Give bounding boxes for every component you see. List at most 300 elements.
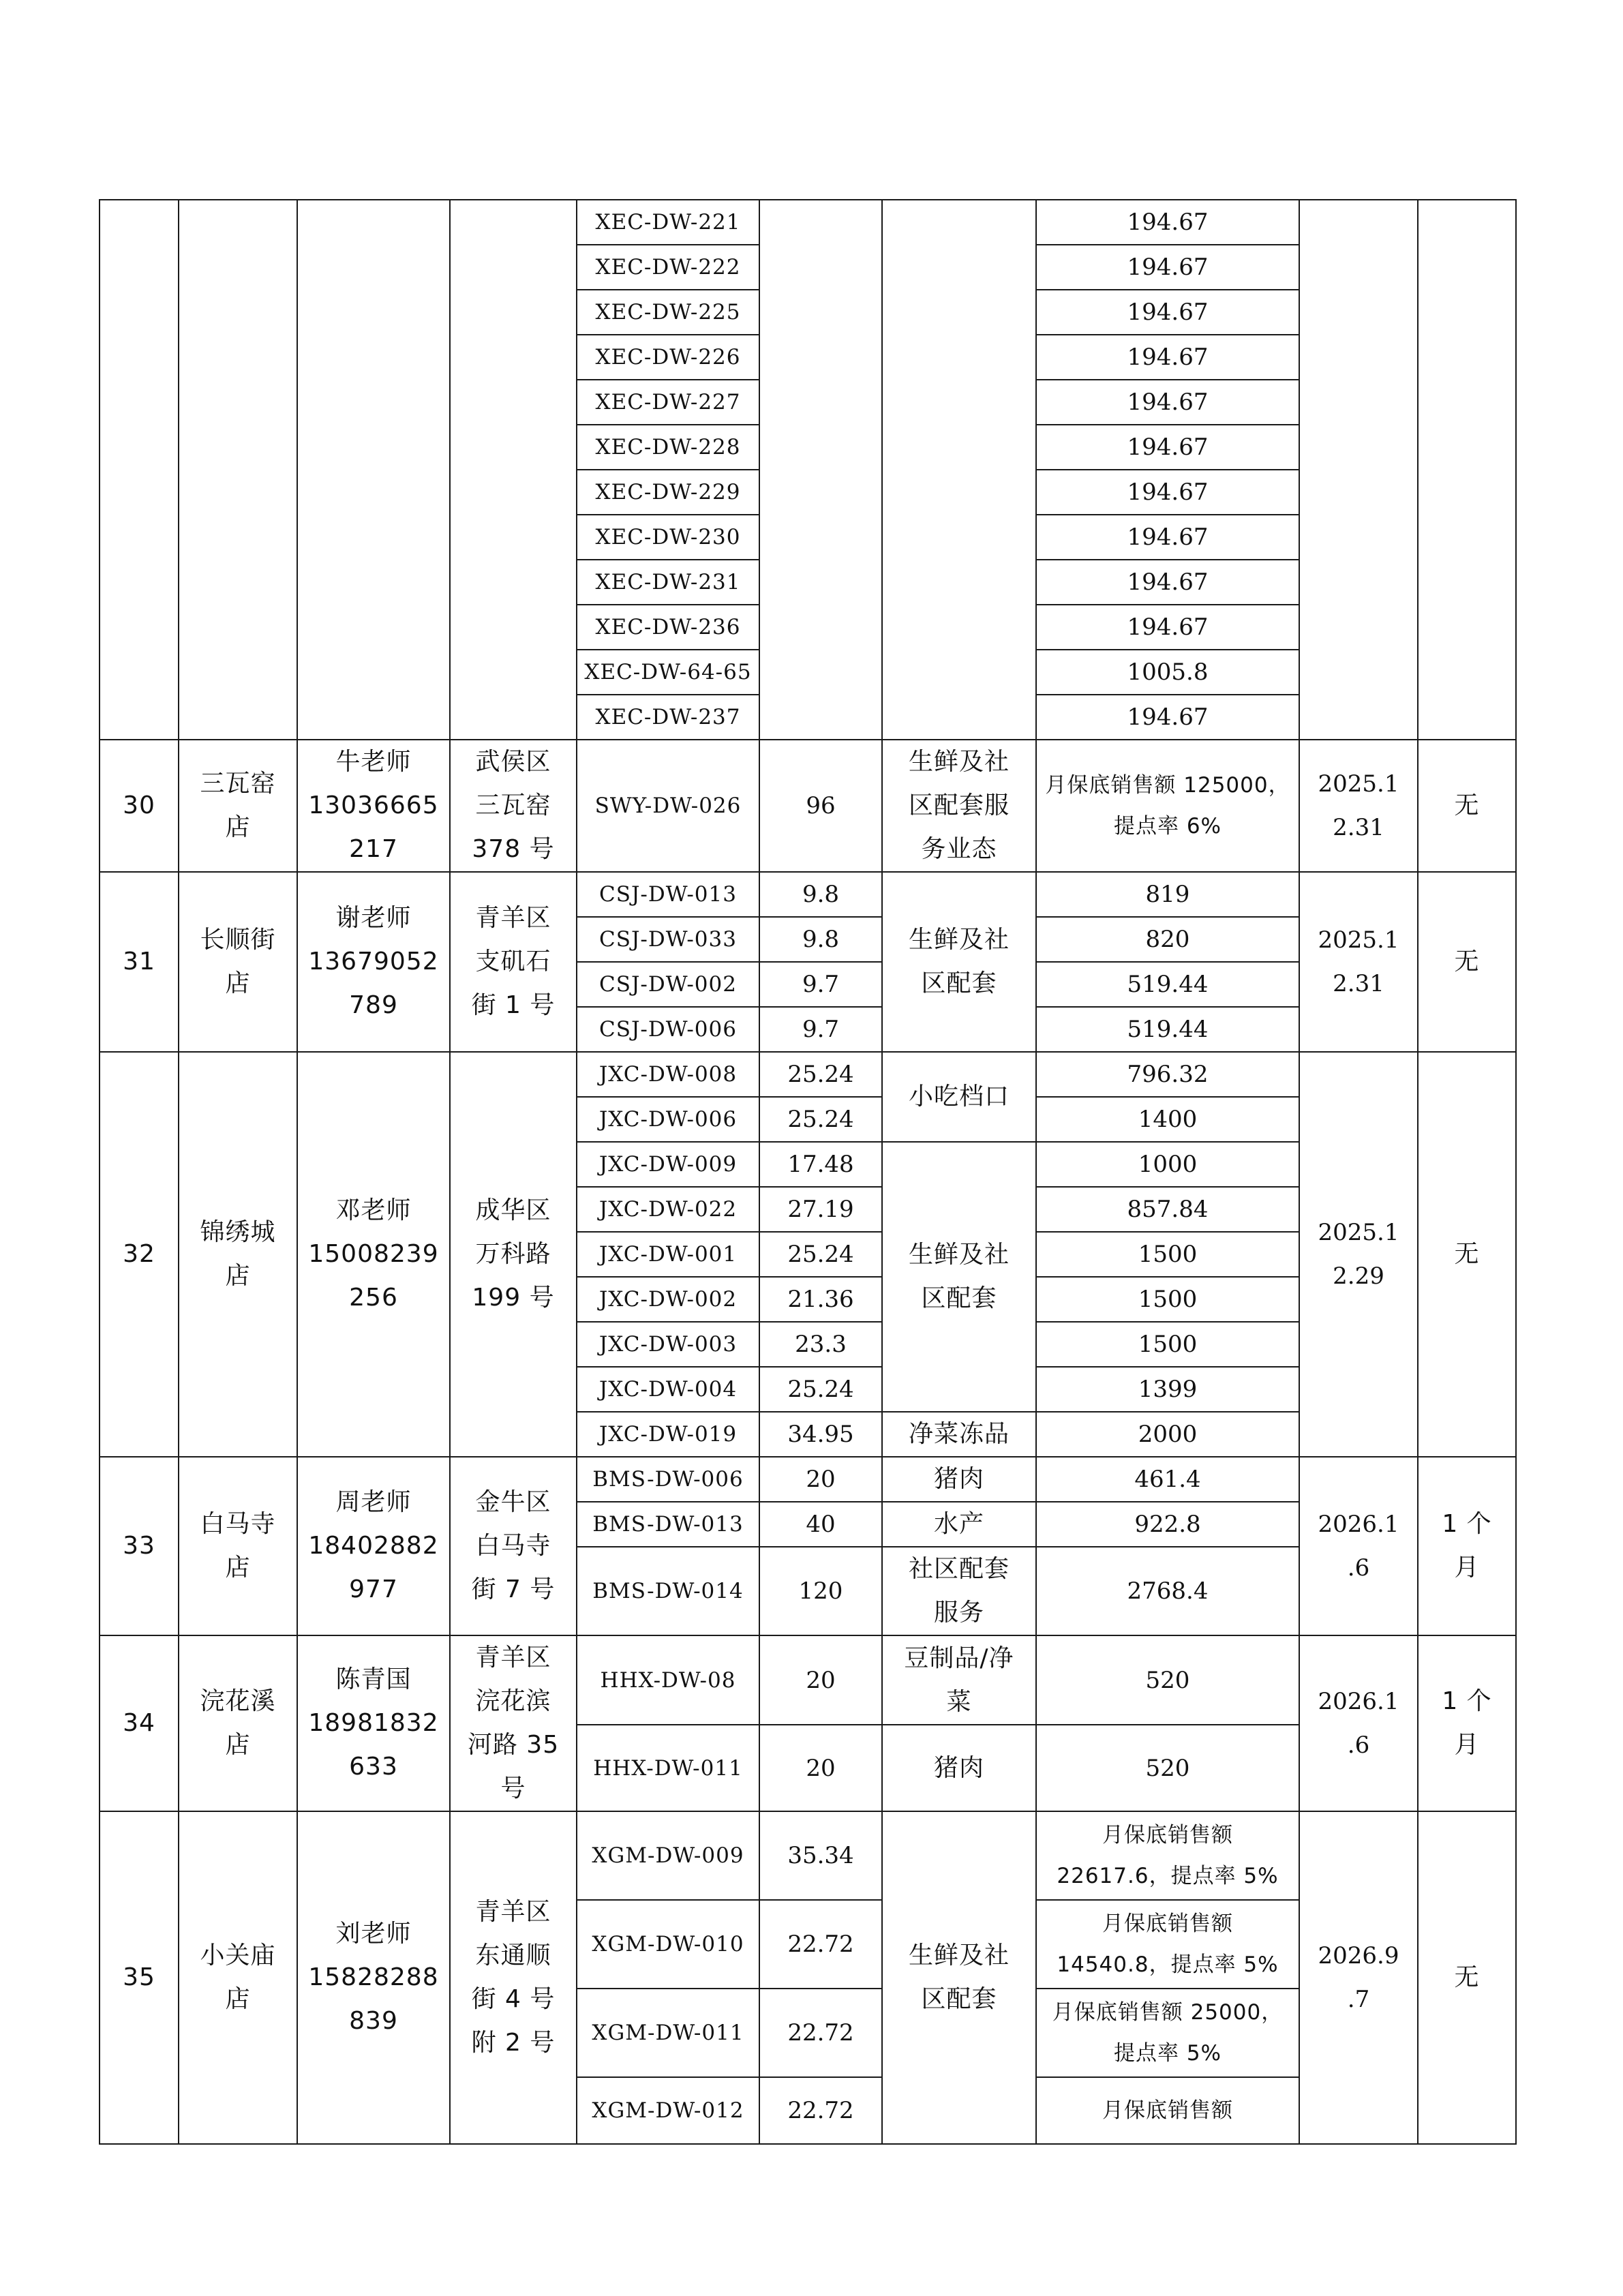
unit-code-cell-line: BMS-DW-014: [592, 1579, 744, 1603]
area-cell-line: 25.24: [787, 1376, 854, 1403]
unit-code-cell-line: JXC-DW-022: [598, 1197, 738, 1222]
area-cell-line: 35.34: [787, 1842, 854, 1869]
business-format-cell: [882, 1142, 1036, 1412]
lease-deadline-cell-line: 2025.1: [1318, 1219, 1399, 1246]
rent-cell-line: 月保底销售额: [1102, 2098, 1233, 2123]
rent-cell-line: 1500: [1138, 1241, 1198, 1268]
notes-cell: [1418, 1811, 1516, 2144]
address-cell: [450, 1635, 577, 1811]
rent-cell-line: 194.67: [1127, 524, 1209, 551]
contact-cell: [297, 1635, 450, 1811]
table-row: [100, 1457, 1516, 1502]
rent-cell: [1036, 917, 1299, 962]
area-cell-line: 20: [806, 1754, 836, 1782]
rent-cell: [1036, 1277, 1299, 1322]
lease-deadline-cell-line: 2026.1: [1318, 1511, 1399, 1538]
rent-cell: [1036, 470, 1299, 515]
address-cell-line: 378 号: [472, 835, 555, 863]
rent-cell: [1036, 1412, 1299, 1457]
rent-cell-line: 194.67: [1127, 389, 1209, 416]
rent-cell-line: 520: [1145, 1666, 1190, 1694]
rent-cell-line: 1500: [1138, 1331, 1198, 1358]
unit-code-cell-line: JXC-DW-006: [598, 1107, 738, 1132]
store-name-cell-line: 白马寺: [200, 1510, 276, 1538]
business-format-cell-line: 菜: [946, 1687, 972, 1716]
rent-cell-line: 194.67: [1127, 614, 1209, 641]
contact-cell: [297, 872, 450, 1052]
table-row: [100, 1811, 1516, 1900]
area-cell: [759, 872, 882, 917]
lease-deadline-cell-line: 2026.1: [1318, 1688, 1399, 1715]
rent-cell: [1036, 962, 1299, 1007]
area-cell: [759, 740, 882, 872]
address-cell-line: 199 号: [472, 1284, 555, 1312]
unit-code-cell-line: HHX-DW-08: [600, 1667, 736, 1693]
area-cell: [759, 1412, 882, 1457]
rent-cell: [1036, 290, 1299, 335]
rent-cell: [1036, 1322, 1299, 1367]
area-cell-line: 9.7: [802, 971, 840, 998]
row-number-cell-line: 31: [123, 948, 155, 976]
unit-code-cell: [577, 335, 759, 380]
address-cell-line: 三瓦窑: [475, 791, 551, 819]
area-cell-line: 22.72: [787, 2097, 854, 2124]
unit-code-cell-line: XEC-DW-230: [595, 525, 741, 549]
rent-cell-line: 1005.8: [1127, 659, 1209, 686]
contact-cell-line: 789: [349, 991, 398, 1019]
rent-cell-line: 857.84: [1127, 1196, 1209, 1223]
lease-deadline-cell: [1299, 740, 1418, 872]
lease-deadline-cell: [1299, 872, 1418, 1052]
business-format-cell: [882, 1052, 1036, 1142]
store-name-cell-line: 店: [225, 1262, 251, 1290]
contact-cell-line: 邓老师: [335, 1196, 412, 1224]
contact-cell: [297, 1811, 450, 2144]
unit-code-cell-line: XEC-DW-229: [595, 480, 741, 504]
contact-cell-line: 18981832: [308, 1709, 439, 1737]
notes-cell: [1418, 200, 1516, 740]
rent-cell: [1036, 695, 1299, 740]
unit-code-cell: [577, 605, 759, 650]
unit-code-cell: [577, 200, 759, 245]
table-row: [100, 740, 1516, 872]
area-cell-line: 27.19: [787, 1196, 854, 1223]
unit-code-cell: [577, 290, 759, 335]
unit-code-cell: [577, 1635, 759, 1725]
lease-deadline-cell: [1299, 1457, 1418, 1635]
rent-cell-line: 520: [1145, 1754, 1190, 1782]
area-cell-line: 22.72: [787, 1931, 854, 1958]
area-cell-line: 25.24: [787, 1241, 854, 1268]
business-format-cell-line: 务业态: [921, 835, 997, 863]
unit-code-cell-line: CSJ-DW-002: [599, 972, 737, 997]
lease-deadline-cell: [1299, 1635, 1418, 1811]
contact-cell-line: 13679052: [308, 948, 439, 976]
business-format-cell-line: 社区配套: [908, 1555, 1010, 1583]
unit-code-cell: [577, 1232, 759, 1277]
rent-cell: [1036, 1142, 1299, 1187]
area-cell-line: 120: [798, 1577, 843, 1605]
business-format-cell-line: 生鲜及社: [908, 748, 1010, 776]
address-cell: [450, 200, 577, 740]
area-cell: [759, 1635, 882, 1725]
rent-cell: [1036, 1052, 1299, 1097]
area-cell-line: 96: [806, 792, 836, 819]
address-cell-line: 成华区: [475, 1196, 551, 1224]
row-number-cell: [100, 872, 179, 1052]
business-format-cell: [882, 1502, 1036, 1547]
store-name-cell-line: 三瓦窑: [200, 770, 276, 798]
address-cell-line: 武侯区: [475, 748, 551, 776]
store-name-cell: [179, 872, 297, 1052]
rent-cell: [1036, 1635, 1299, 1725]
unit-code-cell-line: XGM-DW-012: [592, 2098, 744, 2123]
rent-cell: [1036, 740, 1299, 872]
notes-cell: [1418, 1457, 1516, 1635]
address-cell-line: 东通顺: [475, 1942, 551, 1969]
business-format-cell-line: 豆制品/净: [904, 1644, 1014, 1672]
row-number-cell: [100, 1457, 179, 1635]
lease-deadline-cell-line: 2026.9: [1318, 1942, 1399, 1969]
area-cell: [759, 1367, 882, 1412]
rent-cell-line: 22617.6，提点率 5%: [1057, 1864, 1279, 1888]
notes-cell-line: 无: [1454, 1240, 1480, 1268]
address-cell-line: 支矶石: [475, 948, 551, 976]
lease-deadline-cell: [1299, 200, 1418, 740]
unit-code-cell-line: XEC-DW-226: [595, 345, 741, 369]
rent-cell: [1036, 1232, 1299, 1277]
unit-code-cell: [577, 1900, 759, 1989]
unit-code-cell: [577, 1007, 759, 1052]
store-name-cell: [179, 1635, 297, 1811]
area-cell: [759, 1457, 882, 1502]
store-name-cell: [179, 1052, 297, 1457]
rent-cell-line: 194.67: [1127, 434, 1209, 461]
address-cell-line: 附 2 号: [471, 2029, 556, 2057]
notes-cell: [1418, 740, 1516, 872]
address-cell-line: 街 4 号: [471, 1985, 556, 2013]
rent-cell: [1036, 1367, 1299, 1412]
rent-cell-line: 461.4: [1134, 1466, 1201, 1493]
store-name-cell-line: 店: [225, 969, 251, 997]
business-format-cell: [882, 1635, 1036, 1725]
unit-code-cell: [577, 1989, 759, 2077]
business-format-cell-line: 区配套: [921, 1284, 997, 1312]
area-cell-line: 25.24: [787, 1106, 854, 1133]
unit-code-cell-line: HHX-DW-011: [593, 1755, 743, 1781]
rent-cell: [1036, 1725, 1299, 1811]
lease-deadline-cell: [1299, 1052, 1418, 1457]
rent-cell-line: 194.67: [1127, 479, 1209, 506]
notes-cell-line: 无: [1454, 1963, 1480, 1991]
business-format-cell: [882, 1457, 1036, 1502]
address-cell: [450, 740, 577, 872]
rent-cell: [1036, 1007, 1299, 1052]
unit-code-cell-line: XEC-DW-228: [595, 435, 741, 459]
business-format-cell-line: 生鲜及社: [908, 1942, 1010, 1969]
row-number-cell-line: 30: [123, 791, 155, 819]
unit-code-cell: [577, 2077, 759, 2144]
contact-cell: [297, 1052, 450, 1457]
notes-cell-line: 月: [1454, 1731, 1480, 1759]
area-cell-line: 20: [806, 1666, 836, 1694]
lease-deadline-cell-line: .6: [1347, 1732, 1370, 1759]
rent-cell-line: 2768.4: [1127, 1577, 1209, 1605]
address-cell-line: 白马寺: [475, 1532, 551, 1560]
store-name-cell-line: 店: [225, 813, 251, 841]
area-cell: [759, 200, 882, 740]
store-lease-table: [99, 199, 1517, 2145]
notes-cell-line: 1 个: [1442, 1510, 1492, 1538]
rent-cell: [1036, 1187, 1299, 1232]
area-cell-line: 22.72: [787, 2019, 854, 2046]
contact-cell-line: 周老师: [335, 1488, 412, 1516]
unit-code-cell-line: XEC-DW-237: [595, 705, 741, 729]
area-cell: [759, 1097, 882, 1142]
row-number-cell: [100, 1052, 179, 1457]
unit-code-cell: [577, 740, 759, 872]
business-format-cell-line: 区配套: [921, 1985, 997, 2013]
contact-cell-line: 15008239: [308, 1240, 439, 1268]
store-name-cell-line: 小关庙: [200, 1942, 276, 1969]
unit-code-cell-line: XEC-DW-225: [595, 300, 741, 324]
business-format-cell-line: 生鲜及社: [908, 1241, 1010, 1269]
area-cell: [759, 1900, 882, 1989]
rent-cell-line: 194.67: [1127, 344, 1209, 371]
contact-cell-line: 839: [349, 2007, 398, 2035]
unit-code-cell: [577, 1725, 759, 1811]
business-format-cell: [882, 872, 1036, 1052]
address-cell-line: 浣花滨: [475, 1687, 551, 1715]
unit-code-cell-line: XEC-DW-231: [595, 570, 741, 594]
address-cell-line: 万科路: [475, 1240, 551, 1268]
rent-cell: [1036, 245, 1299, 290]
rent-cell: [1036, 1811, 1299, 1900]
unit-code-cell-line: JXC-DW-003: [598, 1332, 738, 1357]
unit-code-cell: [577, 1811, 759, 1900]
contact-cell-line: 217: [349, 835, 398, 863]
unit-code-cell-line: JXC-DW-001: [598, 1242, 738, 1267]
business-format-cell-line: 服务: [933, 1599, 984, 1627]
table-row: [100, 200, 1516, 245]
store-name-cell-line: 店: [225, 1985, 251, 2013]
rent-cell-line: 922.8: [1134, 1511, 1201, 1538]
contact-cell-line: 陈青国: [335, 1665, 412, 1693]
unit-code-cell: [577, 1142, 759, 1187]
unit-code-cell-line: XEC-DW-236: [595, 615, 741, 639]
rent-cell: [1036, 1457, 1299, 1502]
area-cell: [759, 1277, 882, 1322]
table-row: [100, 1635, 1516, 1725]
business-format-cell: [882, 200, 1036, 740]
unit-code-cell: [577, 917, 759, 962]
rent-cell-line: 1400: [1138, 1106, 1198, 1133]
store-name-cell-line: 浣花溪: [200, 1687, 276, 1715]
unit-code-cell: [577, 650, 759, 695]
contact-cell-line: 谢老师: [335, 904, 412, 932]
rent-cell-line: 14540.8，提点率 5%: [1057, 1952, 1279, 1977]
unit-code-cell: [577, 1502, 759, 1547]
row-number-cell-line: 34: [123, 1709, 155, 1737]
rent-cell-line: 1500: [1138, 1286, 1198, 1313]
rent-cell-line: 819: [1145, 881, 1190, 908]
table-row: [100, 1052, 1516, 1097]
lease-deadline-cell-line: 2.31: [1333, 814, 1384, 841]
business-format-cell: [882, 1725, 1036, 1811]
unit-code-cell: [577, 515, 759, 560]
business-format-cell: [882, 740, 1036, 872]
address-cell-line: 街 7 号: [471, 1575, 556, 1603]
lease-deadline-cell-line: 2025.1: [1318, 770, 1399, 798]
area-cell: [759, 1007, 882, 1052]
address-cell: [450, 872, 577, 1052]
unit-code-cell: [577, 1322, 759, 1367]
business-format-cell-line: 小吃档口: [908, 1083, 1010, 1111]
area-cell-line: 23.3: [795, 1331, 847, 1358]
row-number-cell: [100, 1635, 179, 1811]
business-format-cell-line: 生鲜及社: [908, 926, 1010, 954]
lease-deadline-cell-line: 2.31: [1333, 970, 1384, 997]
lease-deadline-cell-line: .7: [1347, 1986, 1370, 2013]
rent-cell-line: 月保底销售额: [1102, 1912, 1233, 1936]
area-cell: [759, 1322, 882, 1367]
lease-deadline-cell-line: .6: [1347, 1554, 1370, 1582]
rent-cell-line: 提点率 6%: [1113, 814, 1222, 839]
row-number-cell-line: 35: [123, 1963, 155, 1991]
area-cell-line: 21.36: [787, 1286, 854, 1313]
store-name-cell: [179, 1457, 297, 1635]
area-cell-line: 40: [806, 1511, 836, 1538]
unit-code-cell: [577, 425, 759, 470]
business-format-cell-line: 区配套服: [908, 791, 1010, 819]
area-cell: [759, 1502, 882, 1547]
rent-cell-line: 月保底销售额 125000，: [1045, 773, 1290, 798]
rent-cell-line: 519.44: [1127, 1016, 1209, 1043]
unit-code-cell: [577, 470, 759, 515]
rent-cell: [1036, 1989, 1299, 2077]
rent-cell: [1036, 335, 1299, 380]
notes-cell-line: 1 个: [1442, 1687, 1492, 1715]
address-cell-line: 青羊区: [475, 1644, 551, 1672]
unit-code-cell: [577, 560, 759, 605]
area-cell-line: 17.48: [787, 1151, 854, 1178]
unit-code-cell-line: BMS-DW-013: [592, 1512, 744, 1537]
unit-code-cell-line: BMS-DW-006: [592, 1467, 744, 1492]
rent-cell-line: 月保底销售额 25000，: [1052, 2000, 1284, 2025]
area-cell: [759, 1725, 882, 1811]
contact-cell-line: 刘老师: [335, 1920, 412, 1948]
unit-code-cell-line: XEC-DW-221: [595, 210, 741, 235]
unit-code-cell-line: CSJ-DW-033: [599, 927, 737, 952]
area-cell-line: 9.8: [802, 926, 840, 953]
unit-code-cell: [577, 1277, 759, 1322]
unit-code-cell-line: SWY-DW-026: [594, 794, 742, 818]
rent-cell: [1036, 1097, 1299, 1142]
unit-code-cell-line: XGM-DW-010: [592, 1932, 744, 1957]
unit-code-cell-line: CSJ-DW-013: [599, 882, 737, 907]
unit-code-cell: [577, 1187, 759, 1232]
unit-code-cell: [577, 695, 759, 740]
area-cell-line: 9.8: [802, 881, 840, 908]
address-cell: [450, 1457, 577, 1635]
row-number-cell-line: 33: [123, 1532, 155, 1560]
rent-cell-line: 820: [1145, 926, 1190, 953]
rent-cell-line: 月保底销售额: [1102, 1823, 1233, 1847]
area-cell: [759, 1547, 882, 1635]
notes-cell: [1418, 872, 1516, 1052]
rent-cell: [1036, 560, 1299, 605]
contact-cell: [297, 200, 450, 740]
unit-code-cell-line: XEC-DW-222: [595, 255, 741, 280]
business-format-cell-line: 区配套: [921, 969, 997, 997]
unit-code-cell: [577, 1412, 759, 1457]
unit-code-cell-line: JXC-DW-004: [598, 1377, 738, 1402]
rent-cell: [1036, 1900, 1299, 1989]
notes-cell-line: 无: [1454, 791, 1480, 819]
lease-deadline-cell: [1299, 1811, 1418, 2144]
contact-cell-line: 256: [349, 1284, 398, 1312]
notes-cell-line: 无: [1454, 948, 1480, 976]
unit-code-cell: [577, 872, 759, 917]
business-format-cell-line: 猪肉: [933, 1753, 984, 1782]
rent-cell: [1036, 515, 1299, 560]
rent-cell: [1036, 872, 1299, 917]
unit-code-cell-line: XGM-DW-011: [592, 2021, 744, 2045]
rent-cell-line: 提点率 5%: [1113, 2041, 1222, 2066]
unit-code-cell-line: XGM-DW-009: [592, 1843, 744, 1868]
unit-code-cell-line: XEC-DW-64-65: [584, 660, 752, 684]
rent-cell-line: 1000: [1138, 1151, 1198, 1178]
rent-cell-line: 2000: [1138, 1421, 1198, 1448]
address-cell-line: 河路 35: [467, 1731, 560, 1759]
store-name-cell: [179, 200, 297, 740]
business-format-cell-line: 水产: [933, 1510, 984, 1538]
rent-cell: [1036, 605, 1299, 650]
area-cell: [759, 1052, 882, 1097]
address-cell-line: 青羊区: [475, 1898, 551, 1926]
area-cell-line: 34.95: [787, 1421, 854, 1448]
area-cell: [759, 1142, 882, 1187]
business-format-cell: [882, 1412, 1036, 1457]
unit-code-cell: [577, 1097, 759, 1142]
rent-cell: [1036, 200, 1299, 245]
area-cell: [759, 1187, 882, 1232]
business-format-cell-line: 猪肉: [933, 1465, 984, 1493]
address-cell-line: 青羊区: [475, 904, 551, 932]
business-format-cell-line: 净菜冻品: [908, 1420, 1010, 1448]
contact-cell-line: 633: [349, 1753, 398, 1781]
rent-cell-line: 1399: [1138, 1376, 1198, 1403]
unit-code-cell: [577, 380, 759, 425]
contact-cell-line: 牛老师: [335, 748, 412, 776]
unit-code-cell-line: CSJ-DW-006: [599, 1017, 737, 1042]
rent-cell: [1036, 1547, 1299, 1635]
address-cell: [450, 1811, 577, 2144]
address-cell-line: 金牛区: [475, 1488, 551, 1516]
unit-code-cell: [577, 1052, 759, 1097]
row-number-cell: [100, 740, 179, 872]
unit-code-cell-line: JXC-DW-008: [598, 1062, 738, 1087]
unit-code-cell: [577, 245, 759, 290]
rent-cell: [1036, 2077, 1299, 2144]
area-cell: [759, 1232, 882, 1277]
business-format-cell: [882, 1811, 1036, 2144]
rent-cell-line: 194.67: [1127, 569, 1209, 596]
unit-code-cell-line: JXC-DW-009: [598, 1152, 738, 1177]
unit-code-cell: [577, 1457, 759, 1502]
notes-cell-line: 月: [1454, 1554, 1480, 1582]
contact-cell-line: 13036665: [308, 791, 439, 819]
